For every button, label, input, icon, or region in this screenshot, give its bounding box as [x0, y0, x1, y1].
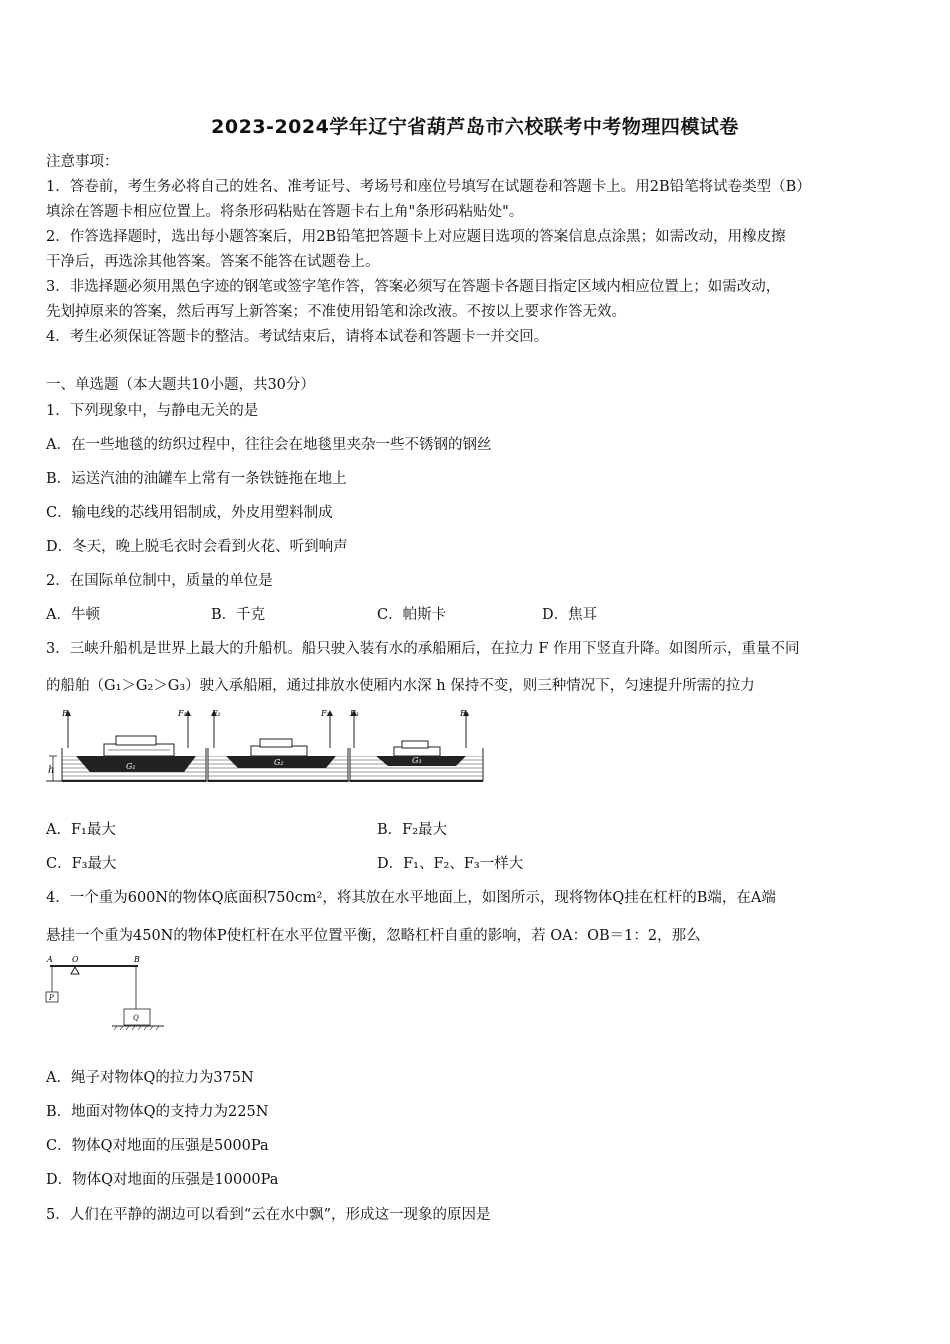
section-heading: 一、单选题（本大题共10小题，共30分） — [46, 377, 315, 393]
lever-figure — [44, 952, 170, 1032]
question-4-stem: 4．一个重为600N的物体Q底面积750cm²，将其放在水平地面上，如图所示，现将物体Q挂在杠杆的B端，在A端 — [46, 890, 776, 906]
force-label: F₁ — [178, 709, 187, 718]
notice-line: 填涂在答题卡相应位置上。将条形码粘贴在答题卡右上角"条形码粘贴处"。 — [46, 204, 524, 220]
q1-option-a: A．在一些地毯的纺织过程中，往往会在地毯里夹杂一些不锈钢的钢丝 — [46, 437, 492, 453]
q3-option-d: D．F₁、F₂、F₃一样大 — [377, 856, 524, 872]
depth-label: h — [48, 765, 55, 776]
question-5-stem: 5．人们在平静的湖边可以看到“云在水中飘”，形成这一现象的原因是 — [46, 1207, 491, 1223]
q2-option-a: A．牛顿 — [46, 607, 100, 623]
notice-line: 4．考生必须保证答题卡的整洁。考试结束后，请将本试卷和答题卡一并交回。 — [46, 329, 549, 345]
q1-option-c: C．输电线的芯线用铝制成，外皮用塑料制成 — [46, 505, 333, 521]
notice-line: 1．答卷前，考生务必将自己的姓名、准考证号、考场号和座位号填写在试题卷和答题卡上。用2B铅笔将试卷类型（B） — [46, 179, 811, 195]
notice-line: 3．非选择题必须用黑色字迹的钢笔或签字笔作答，答案必须写在答题卡各题目指定区域内相应位置上；如需改动， — [46, 279, 781, 295]
q4-option-d: D．物体Q对地面的压强是10000Pa — [46, 1172, 279, 1188]
question-3-stem-cont: 的船舶（G₁＞G₂＞G₃）驶入承船厢，通过排放水使厢内水深 h 保持不变，则三种情况下，匀速提升所需的拉力 — [46, 678, 755, 694]
question-2-stem: 2．在国际单位制中，质量的单位是 — [46, 573, 273, 589]
lever-label-b: B — [134, 955, 140, 964]
q4-option-a: A．绳子对物体Q的拉力为375N — [46, 1070, 254, 1086]
notice-heading: 注意事项： — [46, 154, 119, 170]
tank-3 — [350, 710, 483, 781]
q3-option-c: C．F₃最大 — [46, 856, 117, 872]
object-p-label: P — [49, 994, 54, 1002]
object-q-label: Q — [133, 1014, 139, 1022]
tank-2 — [208, 710, 348, 781]
lever-label-a: A — [47, 955, 53, 964]
lever-label-o: O — [72, 955, 79, 964]
q4-option-b: B．地面对物体Q的支持力为225N — [46, 1104, 269, 1120]
force-label: F₃ — [350, 709, 359, 718]
notice-line: 2．作答选择题时，选出每小题答案后，用2B铅笔把答题卡上对应题目选项的答案信息点涂黑；如需改动，用橡皮擦 — [46, 229, 786, 245]
tank-1 — [62, 710, 206, 781]
question-3-stem: 3．三峡升船机是世界上最大的升船机。船只驶入装有水的承船厢后，在拉力 F 作用下竖直升降。如图所示，重量不同 — [46, 641, 800, 657]
page-title: 2023-2024学年辽宁省葫芦岛市六校联考中考物理四模试卷 — [211, 116, 739, 138]
force-label: F₃ — [460, 709, 469, 718]
question-1-stem: 1．下列现象中，与静电无关的是 — [46, 403, 259, 419]
q1-option-b: B．运送汽油的油罐车上常有一条铁链拖在地上 — [46, 471, 347, 487]
force-label: F₂ — [321, 709, 330, 718]
q2-option-d: D．焦耳 — [542, 607, 598, 623]
notice-line: 干净后，再选涂其他答案。答案不能答在试题卷上。 — [46, 254, 380, 270]
q3-option-a: A．F₁最大 — [46, 822, 116, 838]
force-label: F₂ — [212, 709, 221, 718]
question-4-stem-cont: 悬挂一个重为450N的物体P使杠杆在水平位置平衡，忽略杠杆自重的影响，若 OA：OB＝1：2，那么 — [46, 928, 701, 944]
ship-lift-figure — [46, 706, 486, 784]
q3-option-b: B．F₂最大 — [377, 822, 448, 838]
ship-1-label: G₁ — [126, 762, 136, 771]
ship-3-label: G₃ — [412, 756, 422, 765]
q2-option-b: B．千克 — [211, 607, 266, 623]
notice-line: 先划掉原来的答案，然后再写上新答案；不准使用铅笔和涂改液。不按以上要求作答无效。 — [46, 304, 626, 320]
q4-option-c: C．物体Q对地面的压强是5000Pa — [46, 1138, 269, 1154]
q1-option-d: D．冬天，晚上脱毛衣时会看到火花、听到响声 — [46, 539, 348, 555]
ship-2-label: G₂ — [274, 758, 284, 767]
q2-option-c: C．帕斯卡 — [377, 607, 447, 623]
force-label: F₁ — [62, 709, 71, 718]
